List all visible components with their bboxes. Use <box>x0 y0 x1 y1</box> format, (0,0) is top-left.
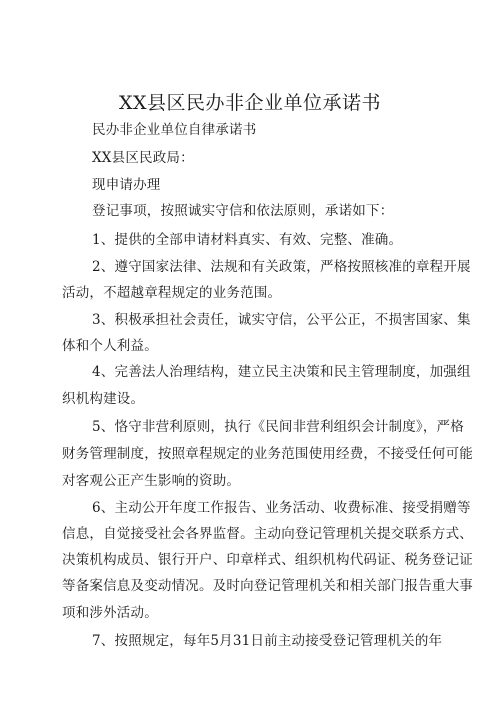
clause-2-line: 2、遵守国家法律、法规和有关政策，严格按照核准的章程开展 <box>92 259 471 275</box>
clause-3-line: 3、积极承担社会责任，诚实守信，公平公正，不损害国家、集 <box>92 312 471 328</box>
clause-7-line: 7、按照规定，每年5月31日前主动接受登记管理机关的年 <box>92 633 443 649</box>
document-title: XX县区民办非企业单位承诺书 <box>118 92 382 114</box>
clause-6-line: 等备案信息及变动情况。及时向登记管理机关和相关部门报告重大事 <box>62 578 473 594</box>
clause-5-line: 财务管理制度，按照章程规定的业务范围使用经费，不接受任何可能 <box>62 446 473 462</box>
clause-6-line: 项和涉外活动。 <box>62 605 158 621</box>
clause-2-line: 活动，不超越章程规定的业务范围。 <box>62 285 282 301</box>
clause-6-line: 6、主动公开年度工作报告、业务活动、收费标准、接受捐赠等 <box>92 500 471 516</box>
addressee-line: XX县区民政局： <box>92 150 194 166</box>
clause-3-line: 体和个人利益。 <box>62 338 158 354</box>
body-line: 登记事项，按照诚实守信和依法原则，承诺如下： <box>92 203 394 219</box>
body-line: 现申请办理 <box>92 177 161 193</box>
clause-4-line: 织机构建设。 <box>62 391 145 407</box>
clause-5-line: 对客观公正产生影响的资助。 <box>62 473 241 489</box>
clause-4-line: 4、完善法人治理结构，建立民主决策和民主管理制度，加强组 <box>92 364 471 380</box>
subtitle-line: 民办非企业单位自律承诺书 <box>92 122 257 138</box>
clause-1-line: 1、提供的全部申请材料真实、有效、完整、准确。 <box>92 232 403 248</box>
clause-5-line: 5、恪守非营利原则，执行《民间非营利组织会计制度》，严格 <box>92 419 464 435</box>
clause-6-line: 信息，自觉接受社会各界监督。主动向登记管理机关提交联系方式、 <box>62 526 473 542</box>
clause-6-line: 决策机构成员、银行开户、印章样式、组织机构代码证、税务登记证 <box>62 552 473 568</box>
